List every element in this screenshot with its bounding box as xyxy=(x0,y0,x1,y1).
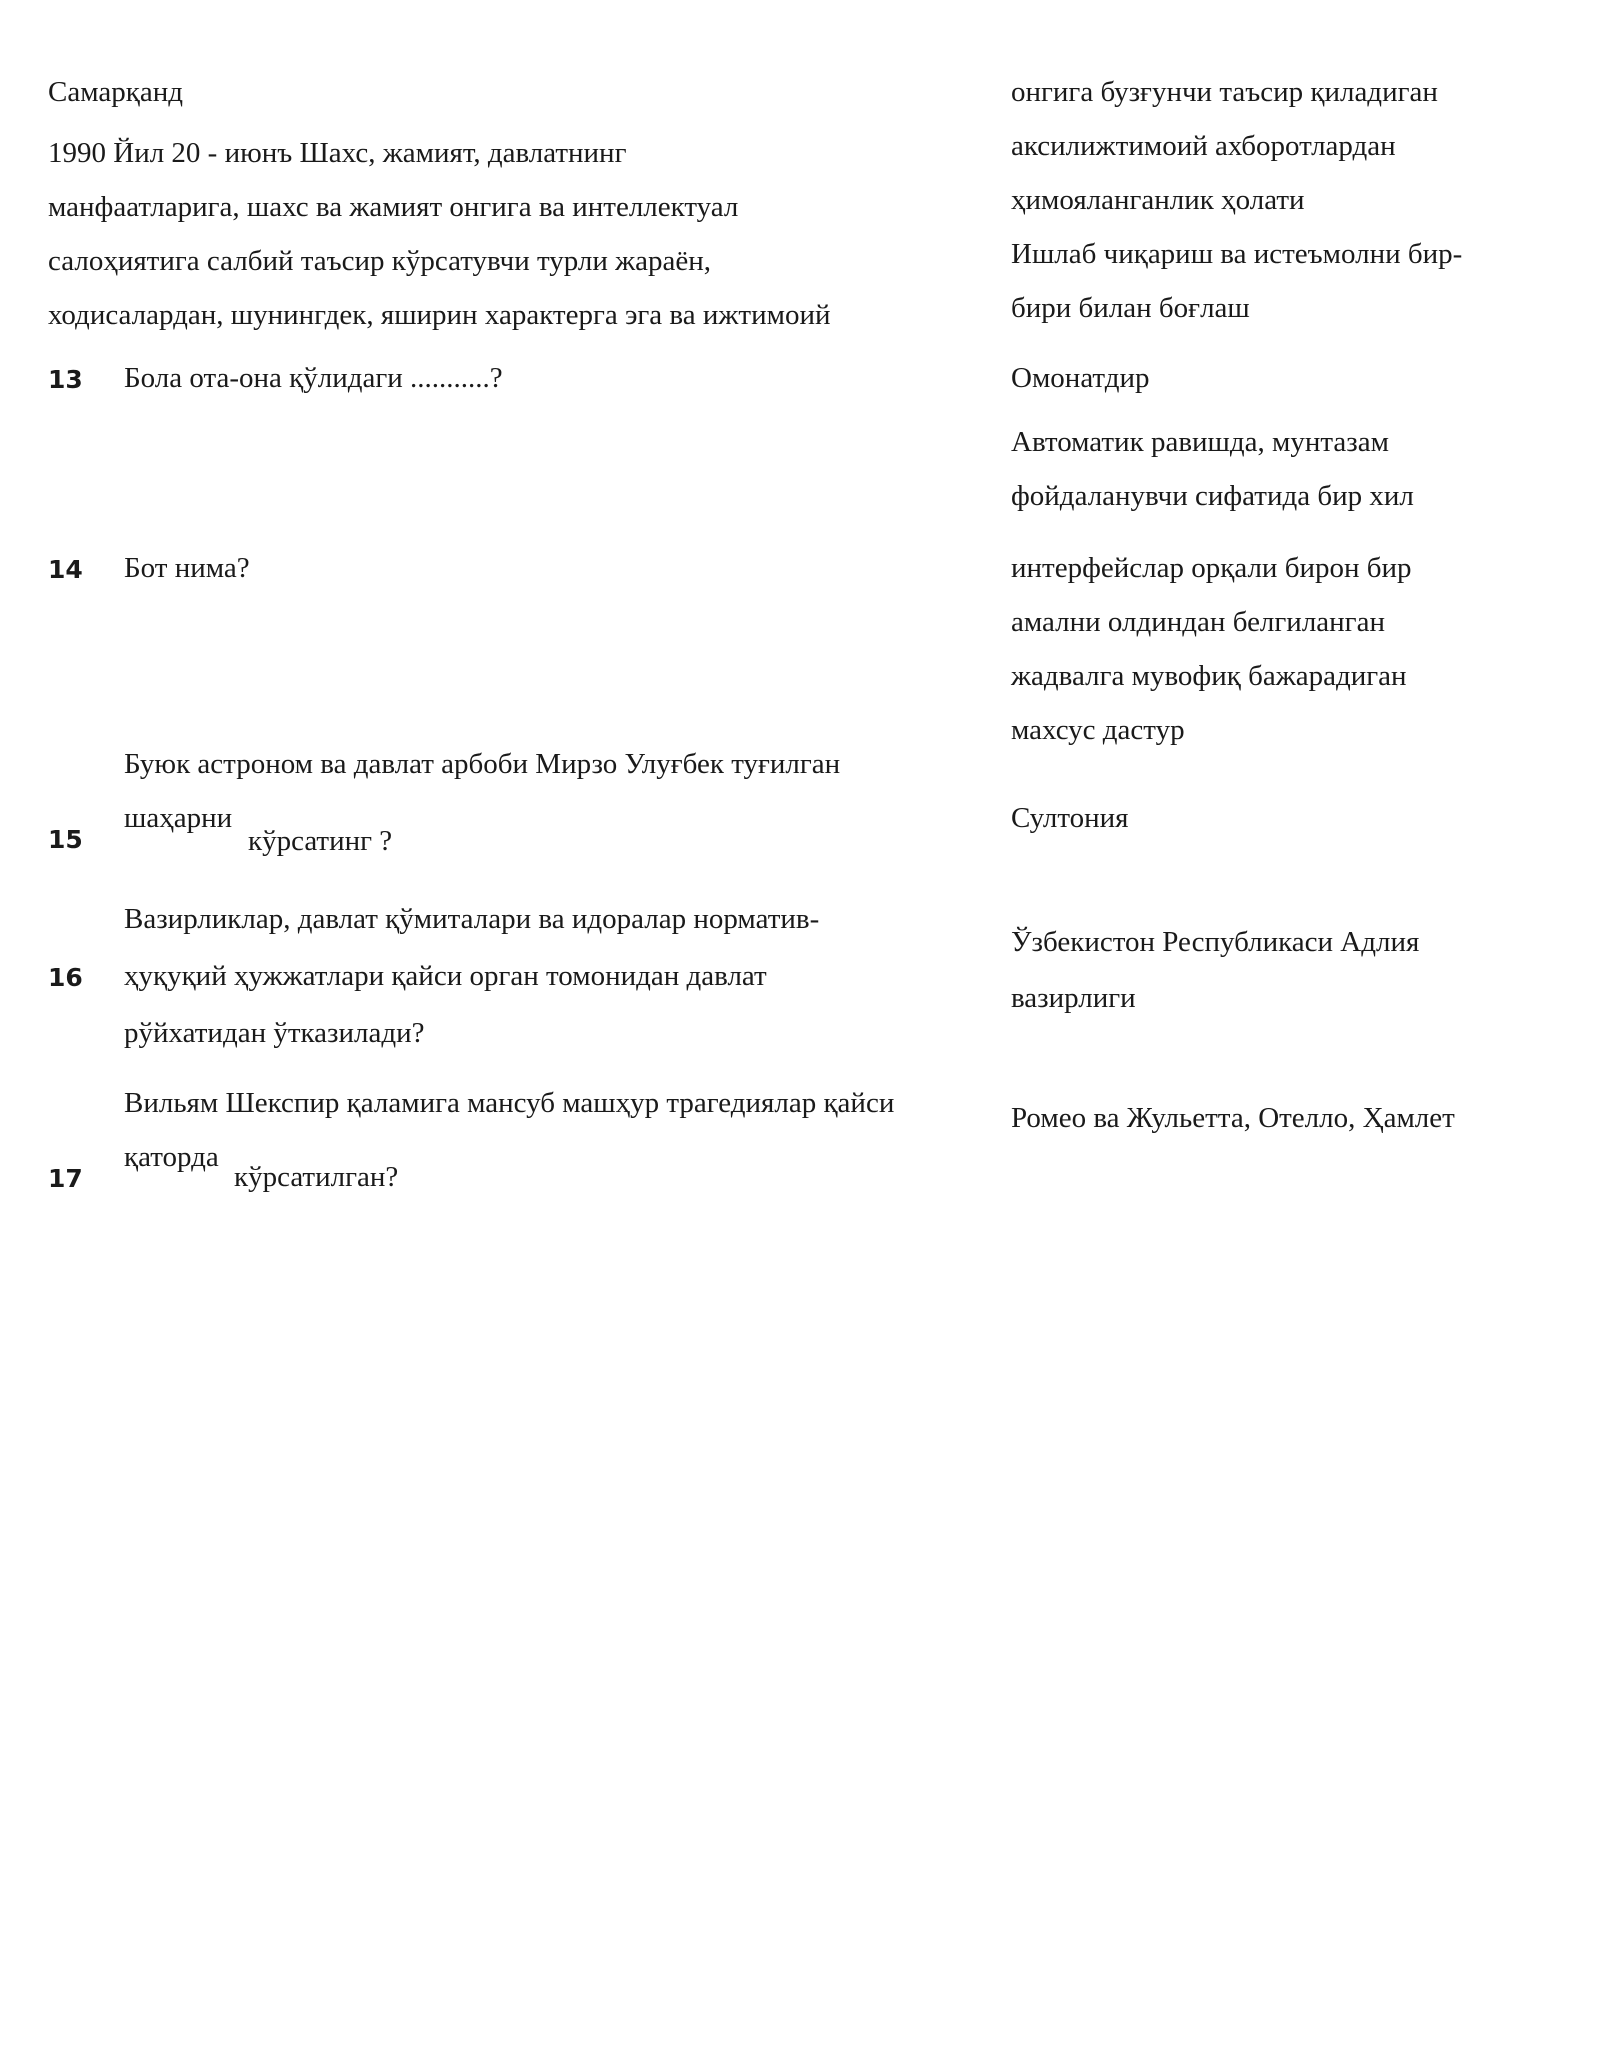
answer-line: Ишлаб чиқариш ва истеъмолни бир- xyxy=(1011,238,1463,270)
question-text: Бот нима? xyxy=(124,552,250,584)
answer-line: Ўзбекистон Республикаси Адлия xyxy=(1011,926,1420,958)
answer-line: аксилижтимоий ахборотлардан xyxy=(1011,130,1396,162)
question-text: Вильям Шекспир қаламига мансуб машҳур трагедиялар қайси xyxy=(124,1087,895,1119)
answer-line: махсус дастур xyxy=(1011,714,1185,746)
answer-line: фойдаланувчи сифатида бир хил xyxy=(1011,480,1414,512)
answer-line: Ромео ва Жульетта, Отелло, Ҳамлет xyxy=(1011,1102,1455,1134)
question-text: Бола ота-она қўлидаги ...........? xyxy=(124,362,503,394)
question-number: 17 xyxy=(48,1164,83,1193)
question-text: кўрсатилган? xyxy=(234,1161,399,1193)
question-text: шаҳарни xyxy=(124,802,233,834)
answer-line: Автоматик равишда, мунтазам xyxy=(1011,426,1389,458)
question-number: 13 xyxy=(48,365,83,394)
answer-line: интерфейслар орқали бирон бир xyxy=(1011,552,1412,584)
text-line: Самарқанд xyxy=(48,76,183,108)
answer-line: жадвалга мувофиқ бажарадиган xyxy=(1011,660,1407,692)
question-text: кўрсатинг ? xyxy=(248,825,393,857)
answer-line: онгига бузғунчи таъсир қиладиган xyxy=(1011,76,1438,108)
text-line: 1990 Йил 20 - июнъ Шахс, жамият, давлатнинг xyxy=(48,137,627,169)
answer-line: ҳимояланганлик ҳолати xyxy=(1011,184,1305,216)
text-line: манфаатларига, шахс ва жамият онгига ва интеллектуал xyxy=(48,191,739,223)
answer-line: бири билан боғлаш xyxy=(1011,292,1250,324)
question-text: рўйхатидан ўтказилади? xyxy=(124,1017,425,1049)
question-number: 15 xyxy=(48,825,83,854)
text-line: салоҳиятига салбий таъсир кўрсатувчи турли жараён, xyxy=(48,245,712,277)
question-text: қаторда xyxy=(124,1141,219,1173)
answer-line: амални олдиндан белгиланган xyxy=(1011,606,1385,638)
question-number: 14 xyxy=(48,555,83,584)
question-text: Вазирликлар, давлат қўмиталари ва идоралар норматив- xyxy=(124,903,820,935)
answer-line: вазирлиги xyxy=(1011,982,1136,1014)
answer-line: Султония xyxy=(1011,802,1129,834)
question-number: 16 xyxy=(48,963,83,992)
text-line: ходисалардан, шунингдек, яширин характерга эга ва ижтимоий xyxy=(48,299,831,331)
answer-line: Омонатдир xyxy=(1011,362,1150,394)
question-text: Буюк астроном ва давлат арбоби Мирзо Улуғбек туғилган xyxy=(124,748,841,780)
question-text: ҳуқуқий ҳужжатлари қайси орган томонидан давлат xyxy=(124,960,767,992)
